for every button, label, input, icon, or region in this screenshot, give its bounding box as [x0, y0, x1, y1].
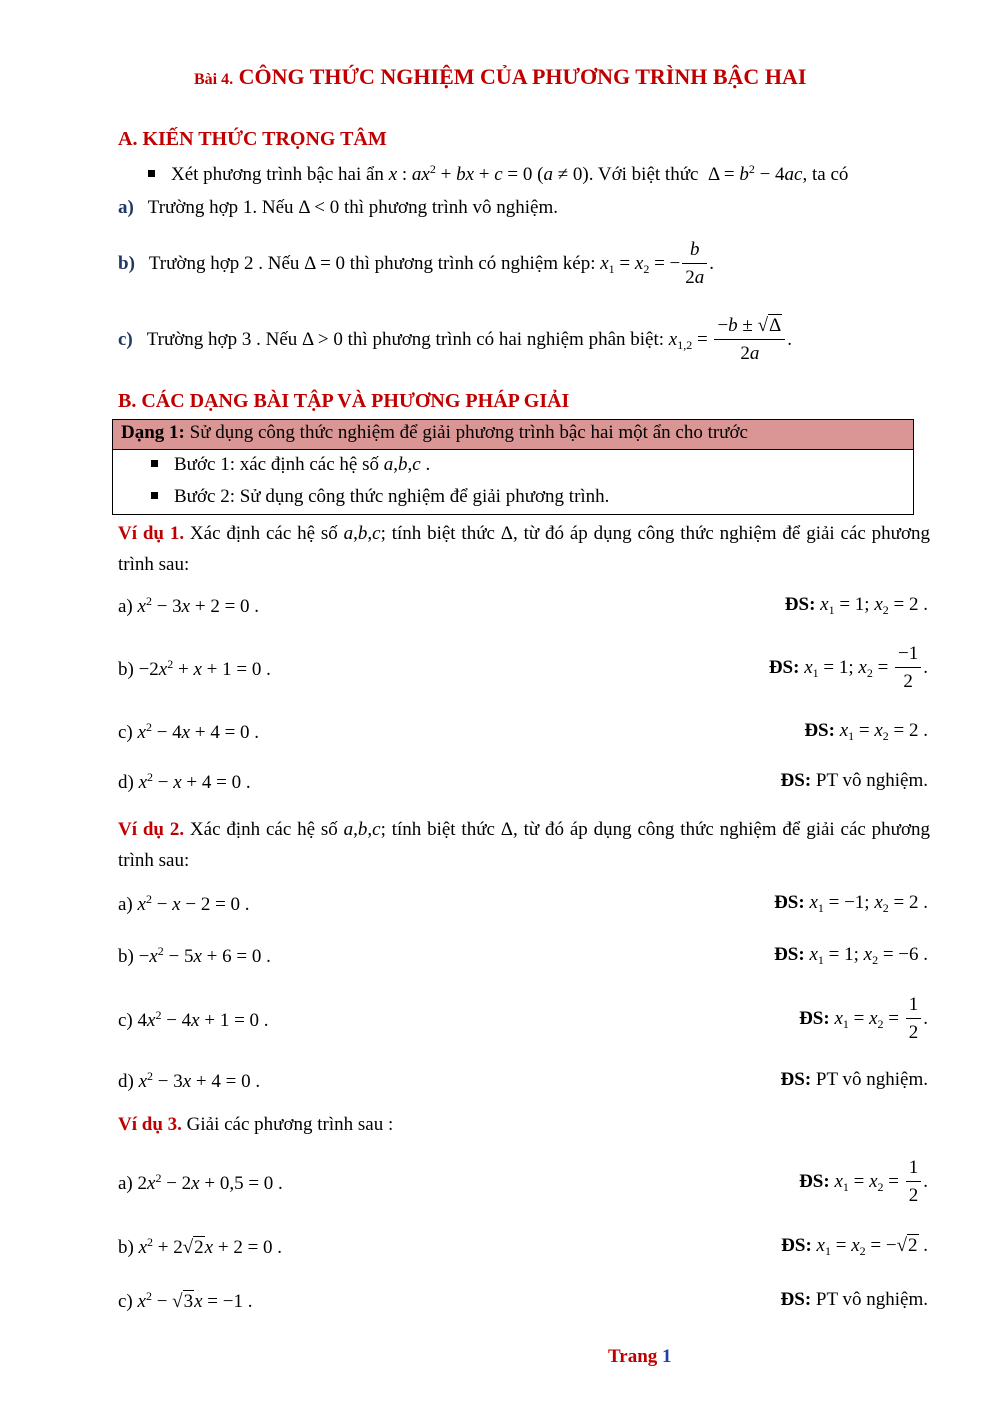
ex2-item-c: c) $4x^2 - 4x + 1 = 0$ . [118, 1008, 269, 1031]
ex3-item-b: b) $x^2 + 2√2x + 2 = 0$ . [118, 1235, 283, 1258]
example-2-text: Ví dụ 2. Xác định các hệ số a,b,c; tính biệt thức Δ, từ đó áp dụng công thức nghiệm để giải các phương trình sau: [118, 819, 931, 871]
ex2-answer-d: ĐS: PT vô nghiệm. [780, 1069, 928, 1090]
ex2-answer-b: ĐS: $x_1 = 1$; $x_2 = -6$ . [774, 944, 928, 967]
page-number: 1 [662, 1346, 672, 1367]
ex1-item-d: d) $x^2 - x + 4 = 0$ . [118, 770, 251, 793]
ex1-answer-c: ĐS: $x_1 = x_2 = 2$ . [804, 720, 928, 743]
bullet-icon [151, 492, 158, 499]
ex1-item-c: c) $x^2 - 4x + 4 = 0$ . [118, 720, 260, 743]
ex3-item-c: c) $x^2 - √3x = -1$ . [118, 1289, 253, 1312]
ex1-answer-b: ĐS: $x_1 = 1$; $x_2$ = $\frac{-1}{2}$ . [768, 643, 928, 692]
example-1-text: Ví dụ 1. Xác định các hệ số a,b,c; tính biệt thức Δ, từ đó áp dụng công thức nghiệm để giải các phương trình sau: [118, 523, 931, 575]
section-b-heading: B. CÁC DẠNG BÀI TẬP VÀ PHƯƠNG PHÁP GIẢI [118, 390, 570, 412]
case-c: c) Trường hợp 3 . Nếu Δ > 0 thì phương trình có hai nghiệm phân biệt: $x_{1,2}$ = $\frac{-b \pm √\Delta}{2a}$ . [118, 315, 792, 364]
ex3-item-a: a) $2x^2 - 2x + 0,5 = 0$ . [118, 1171, 283, 1194]
method-header: Dạng 1: Sử dụng công thức nghiệm để giải phương trình bậc hai một ẩn cho trước [113, 420, 913, 450]
ex1-item-a: a) $x^2 - 3x + 2 = 0$ . [118, 594, 260, 617]
section-a-intro: Xét phương trình bậc hai ẩn x : $ax^2$ + bx + c = 0 (a ≠ 0). Với biệt thức $\Delta = b^2 - 4ac$, ta có [148, 162, 848, 186]
case-b: b) Trường hợp 2 . Nếu Δ = 0 thì phương trình có nghiệm kép: $x_1 = x_2$ = − $\frac{b}{2a}$ . [118, 239, 715, 288]
bullet-icon [148, 170, 155, 177]
method-step-2: Bước 2: Sử dụng công thức nghiệm để giải phương trình. [151, 486, 609, 508]
method-box [112, 419, 914, 515]
page-title [194, 64, 806, 90]
ex2-item-a: a) $x^2 - x - 2 = 0$ . [118, 892, 250, 915]
ex3-answer-b: ĐS: $x_1 = x_2 = -√2$ . [781, 1235, 928, 1258]
section-a-heading: A. KIẾN THỨC TRỌNG TÂM [118, 128, 387, 150]
case-a: a) Trường hợp 1. Nếu Δ < 0 thì phương trình vô nghiệm. [118, 197, 558, 218]
title-prefix: Bài 4. [194, 71, 234, 88]
ex1-item-b: $b) -2x^2 + x + 1 = 0$ . [118, 657, 271, 680]
title-main: CÔNG THỨC NGHIỆM CỦA PHƯƠNG TRÌNH BẬC HAI [238, 64, 807, 89]
bullet-icon [151, 460, 158, 467]
footer-label: Trang [608, 1346, 658, 1367]
ex2-answer-a: ĐS: $x_1 = -1$; $x_2 = 2$ . [774, 892, 928, 915]
ex2-item-d: d) $x^2 - 3x + 4 = 0$ . [118, 1069, 261, 1092]
example-3-text: Ví dụ 3. Giải các phương trình sau : [118, 1114, 394, 1135]
ex2-answer-c: ĐS: $x_1 = x_2$ = $\frac{1}{2}$ . [799, 994, 928, 1043]
ex2-item-b: $b) -x^2 - 5x + 6 = 0$ . [118, 944, 271, 967]
ex3-answer-c: ĐS: PT vô nghiệm. [780, 1289, 928, 1310]
method-step-1: Bước 1: xác định các hệ số a,b,c . [151, 454, 430, 476]
ex3-answer-a: ĐS: $x_1 = x_2$ = $\frac{1}{2}$ . [799, 1157, 928, 1206]
page-footer [608, 1346, 672, 1368]
ex1-answer-a: ĐS: $x_1 = 1$; $x_2 = 2$ . [784, 594, 928, 617]
ex1-answer-d: ĐS: PT vô nghiệm. [780, 770, 928, 791]
